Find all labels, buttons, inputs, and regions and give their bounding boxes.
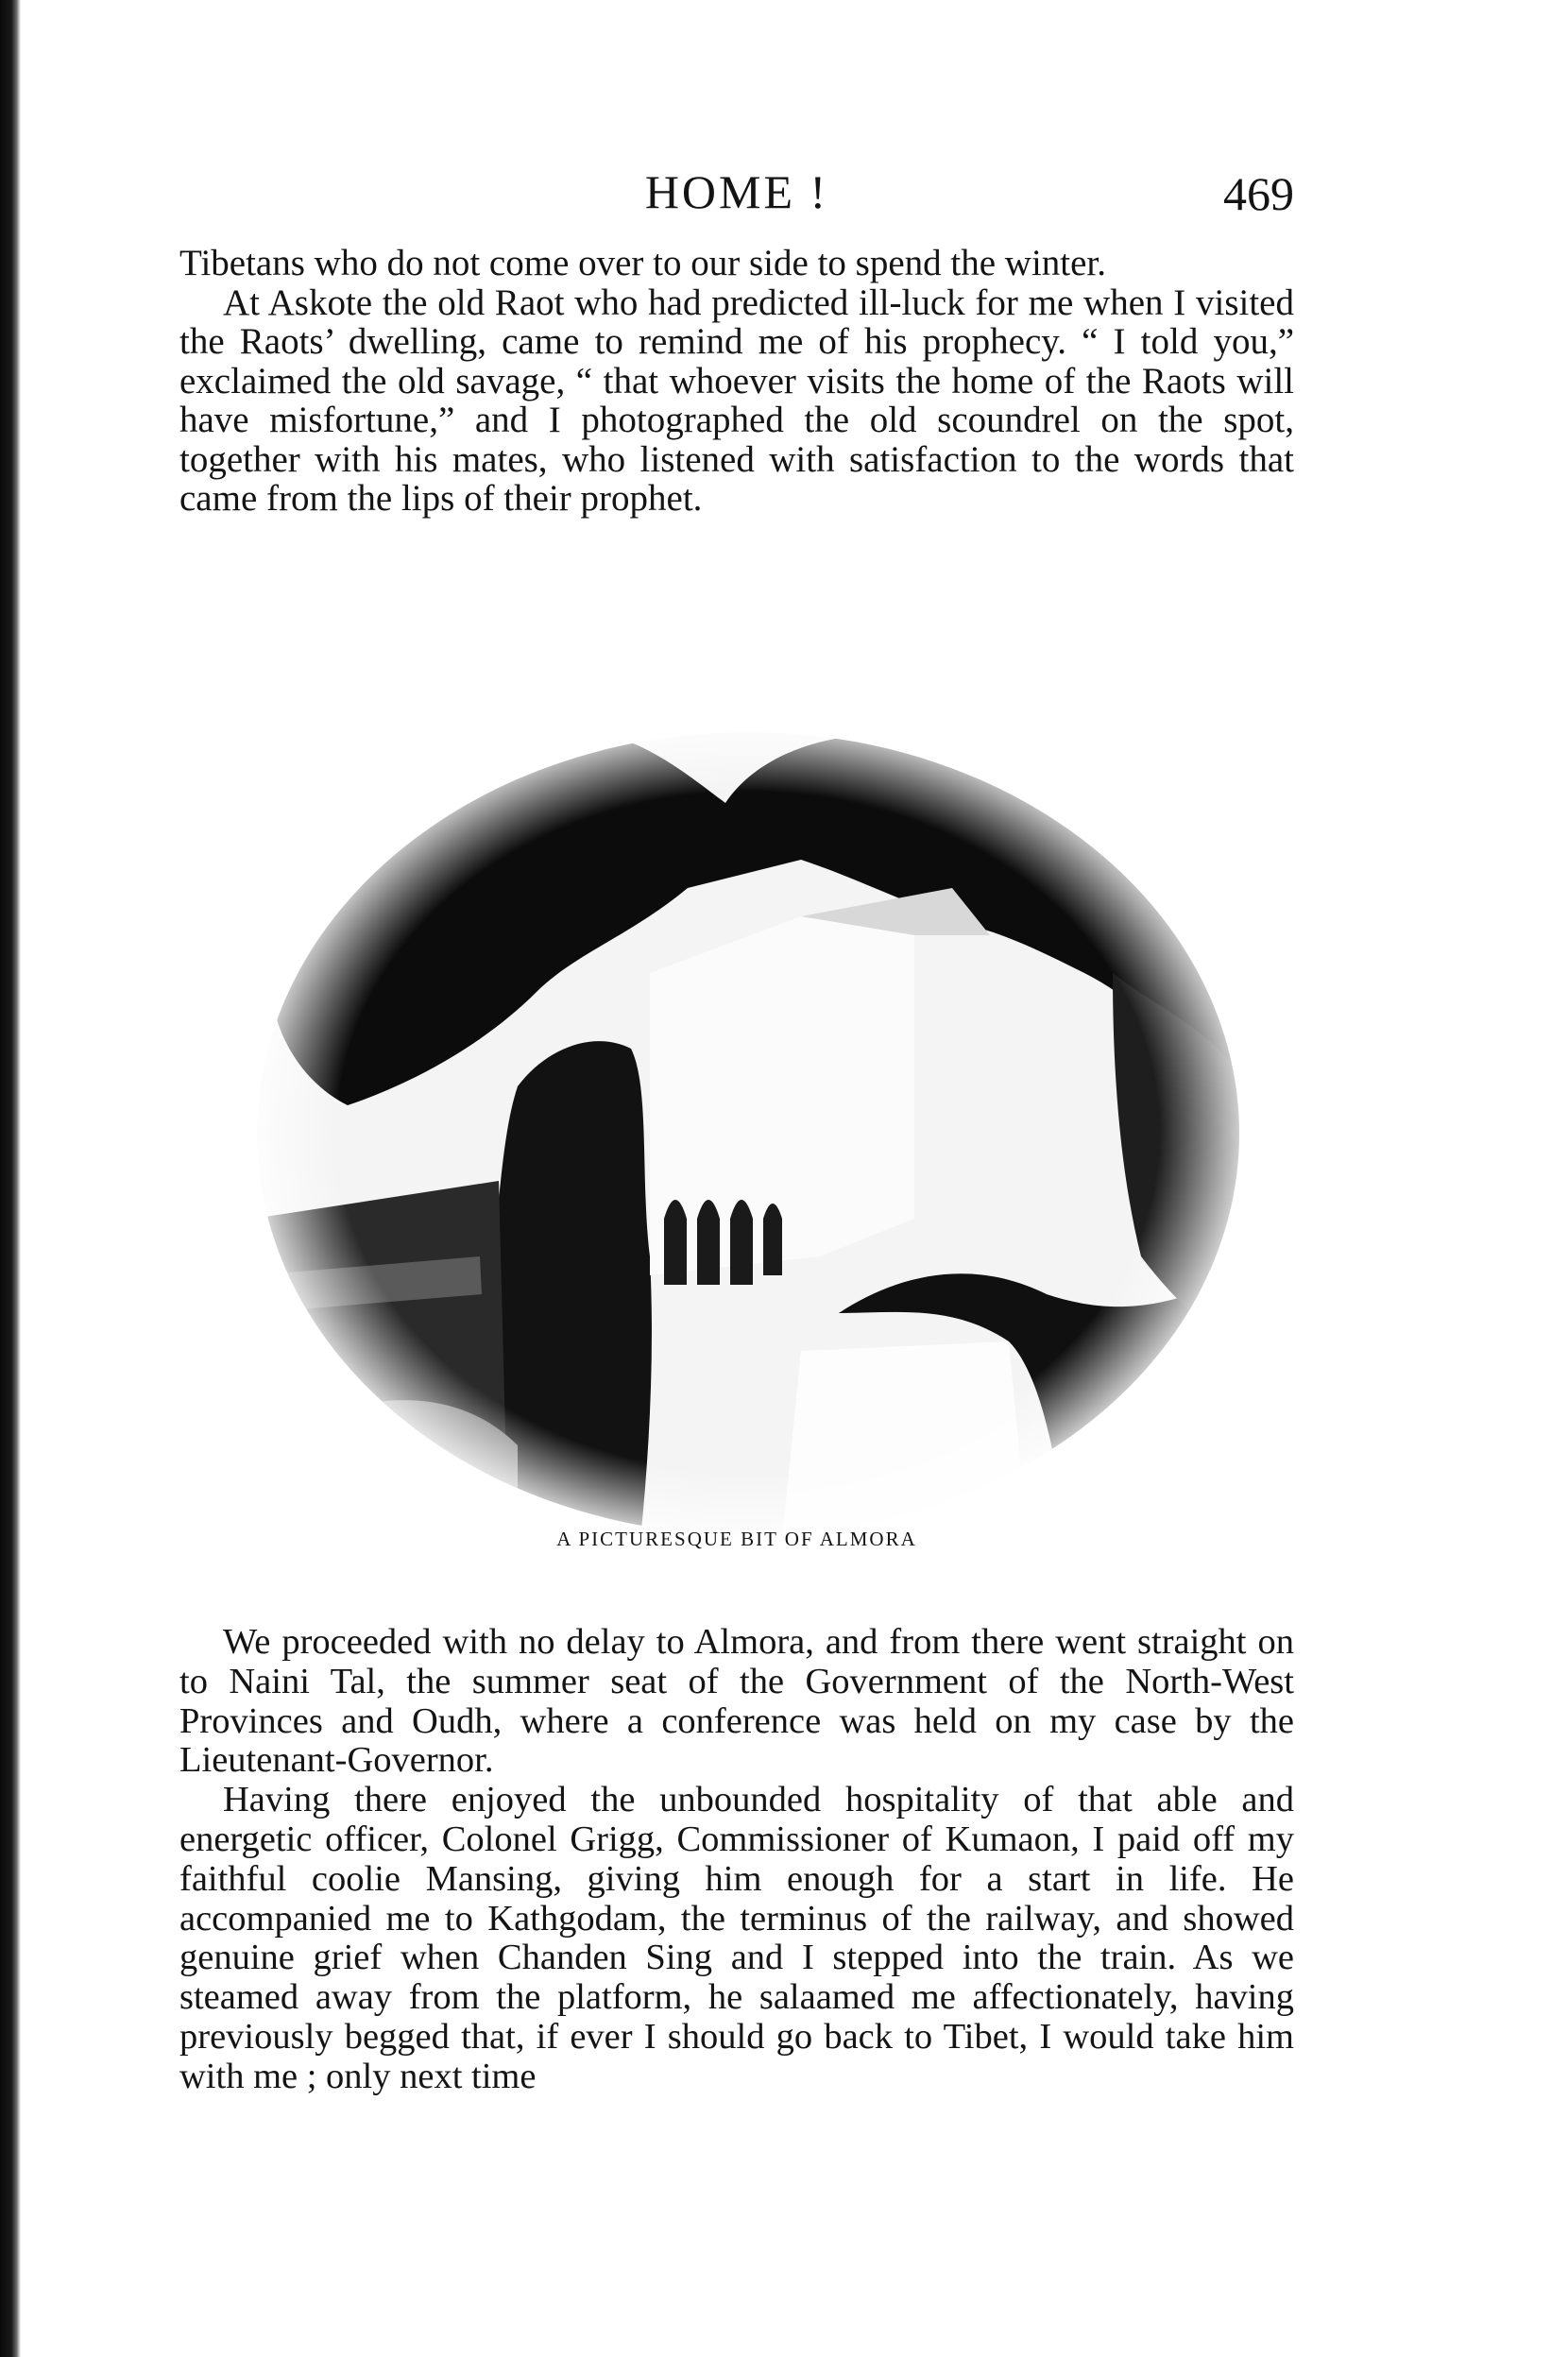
paragraph-askote: At Askote the old Raot who had predicted ill-luck for me when I visited the Raots’ dwelling, came to remind me of his prophecy. “ I told you,” exclaimed the old savage, “ that whoever visits the home of the Raots will have misfortune,” and I photographed the old scoundrel on the spot, together with his mates, who listened with satisfaction to the words that came from the lips of their prophet. <box>179 282 1294 519</box>
paragraph-almora: We proceeded with no delay to Almora, and from there went straight on to Naini Tal, the summer seat of the Government of the North-West Provinces and Oudh, where a conference was held on my case by the Lieutenant-Governor. <box>179 1622 1294 1781</box>
text-block-bottom <box>179 1623 1294 2097</box>
figure-caption: A PICTURESQUE BIT OF ALMORA <box>556 1528 917 1550</box>
page-number: 469 <box>1223 167 1294 220</box>
running-head <box>179 161 1294 227</box>
paragraph-mansing: Having there enjoyed the unbounded hospitality of that able and energetic officer, Colonel Grigg, Commissioner of Kumaon, I paid off my faithful coolie Mansing, giving him enough for a start in life. He accompanied me to Kathgodam, the terminus of the railway, and showed genuine grief when Chanden Sing and I stepped into the train. As we steamed away from the platform, he salaamed me affectionately, having previously begged that, if ever I should go back to Tibet, I would take him with me ; only next time <box>179 1780 1294 2096</box>
page-title: HOME ! <box>644 165 829 218</box>
text-block-top <box>179 244 1294 519</box>
photograph-almora <box>234 690 1262 1540</box>
paragraph-continuation: Tibetans who do not come over to our side to spend the winter. <box>179 243 1107 283</box>
binding-edge <box>0 0 21 2357</box>
